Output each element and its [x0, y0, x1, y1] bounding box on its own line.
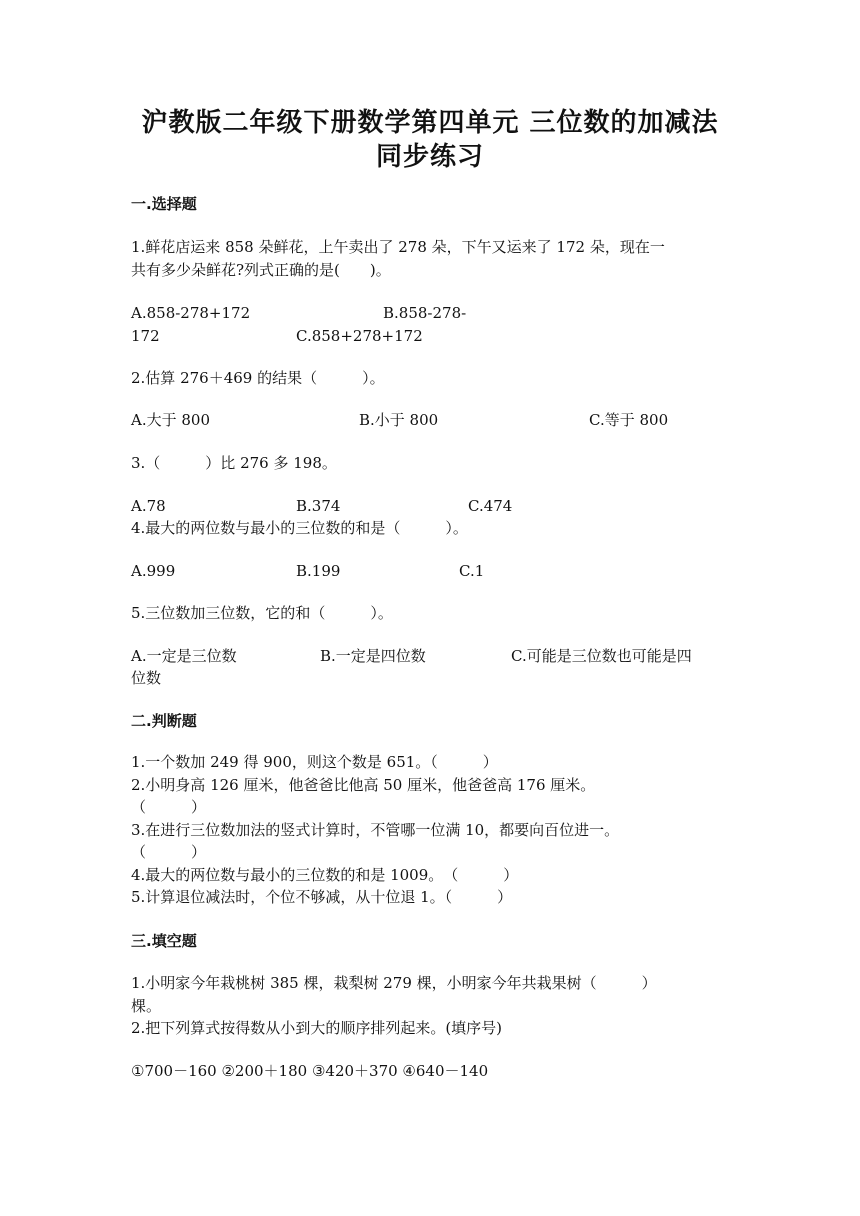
- question-text: 3.在进行三位数加法的竖式计算时，不管哪一位满 10，都要向百位进一。: [131, 821, 620, 839]
- section-heading-fill: 三.填空题: [131, 932, 197, 950]
- option-c: C.可能是三位数也可能是四: [511, 647, 692, 665]
- question-text: 1.鲜花店运来 858 朵鲜花，上午卖出了 278 朵，下午又运来了 172 朵，现在一: [131, 238, 665, 256]
- option-a: A.一定是三位数: [131, 647, 237, 665]
- option-a: A.大于 800: [131, 411, 210, 429]
- question-text: 5.计算退位减法时，个位不够减，从十位退 1。（ ）: [131, 888, 513, 906]
- question-text: 2.估算 276＋469 的结果（ ）。: [131, 369, 385, 387]
- option-a: A.858-278+172: [131, 304, 251, 322]
- option-c: C.等于 800: [589, 411, 669, 429]
- answer-blank: （ ）: [131, 843, 207, 861]
- worksheet-title-line2: 同步练习: [375, 142, 484, 172]
- option-a: A.78: [131, 497, 166, 515]
- option-b: B.199: [296, 562, 341, 580]
- worksheet-title-line1: 沪教版二年级下册数学第四单元 三位数的加减法: [141, 108, 719, 138]
- expression-list: ①700－160 ②200＋180 ③420＋370 ④640－140: [131, 1062, 489, 1080]
- section-heading-judgement: 二.判断题: [131, 712, 197, 730]
- option-b: B.858-278-: [383, 304, 467, 322]
- question-text: 5.三位数加三位数，它的和（ ）。: [131, 604, 393, 622]
- question-text: 1.小明家今年栽桃树 385 棵，栽梨树 279 棵，小明家今年共栽果树（ ）: [131, 974, 657, 992]
- option-c: C.858+278+172: [296, 327, 423, 345]
- question-text: 3.（ ）比 276 多 198。: [131, 454, 337, 472]
- question-text: 共有多少朵鲜花?列式正确的是( )。: [131, 261, 391, 279]
- option-b: B.小于 800: [359, 411, 439, 429]
- answer-blank: （ ）: [131, 798, 207, 816]
- question-text: 1.一个数加 249 得 900，则这个数是 651。（ ）: [131, 753, 498, 771]
- option-a: A.999: [131, 562, 176, 580]
- option-c-continued: 位数: [131, 669, 162, 687]
- option-b: B.374: [296, 497, 341, 515]
- section-heading-choice: 一.选择题: [131, 195, 197, 213]
- question-text: 2.把下列算式按得数从小到大的顺序排列起来。(填序号): [131, 1019, 503, 1037]
- option-b-continued: 172: [131, 327, 160, 345]
- question-text: 棵。: [131, 997, 162, 1015]
- question-text: 4.最大的两位数与最小的三位数的和是（ ）。: [131, 519, 468, 537]
- option-c: C.1: [459, 562, 485, 580]
- option-b: B.一定是四位数: [320, 647, 426, 665]
- option-c: C.474: [468, 497, 513, 515]
- question-text: 2.小明身高 126 厘米，他爸爸比他高 50 厘米，他爸爸高 176 厘米。: [131, 776, 596, 794]
- question-text: 4.最大的两位数与最小的三位数的和是 1009。 （ ）: [131, 866, 519, 884]
